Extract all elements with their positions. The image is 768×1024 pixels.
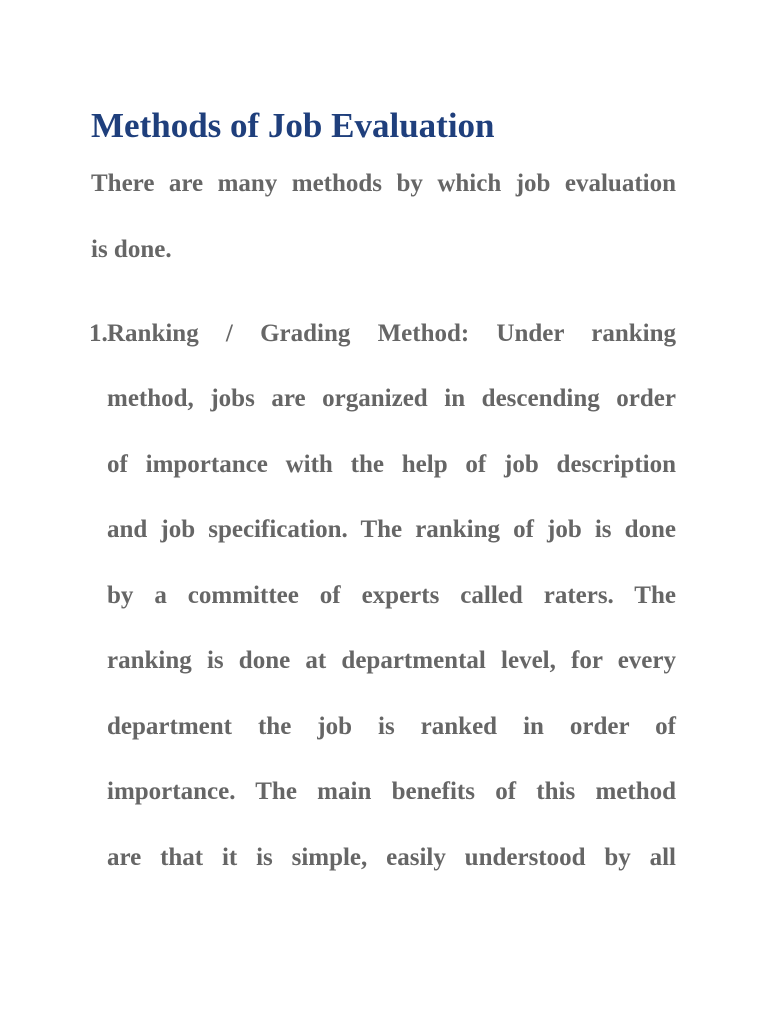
list-item-line: and job specification. The ranking of job is done [107, 516, 676, 543]
intro-line: There are many methods by which job evaluation [91, 170, 676, 197]
intro-line: is done. [91, 236, 172, 263]
list-item-line: of importance with the help of job description [107, 451, 676, 478]
list-item-line: ranking is done at departmental level, for every [107, 647, 676, 674]
list-item-line: are that it is simple, easily understood by all [107, 844, 676, 871]
document-title: Methods of Job Evaluation [91, 106, 495, 145]
list-item-line: importance. The main benefits of this method [107, 778, 676, 805]
list-number: 1. [89, 320, 108, 347]
list-item-line: method, jobs are organized in descending order [107, 385, 676, 412]
list-item-line: by a committee of experts called raters. The [107, 582, 676, 609]
list-item-line: Ranking / Grading Method: Under ranking [107, 320, 676, 347]
list-item-line: department the job is ranked in order of [107, 713, 676, 740]
